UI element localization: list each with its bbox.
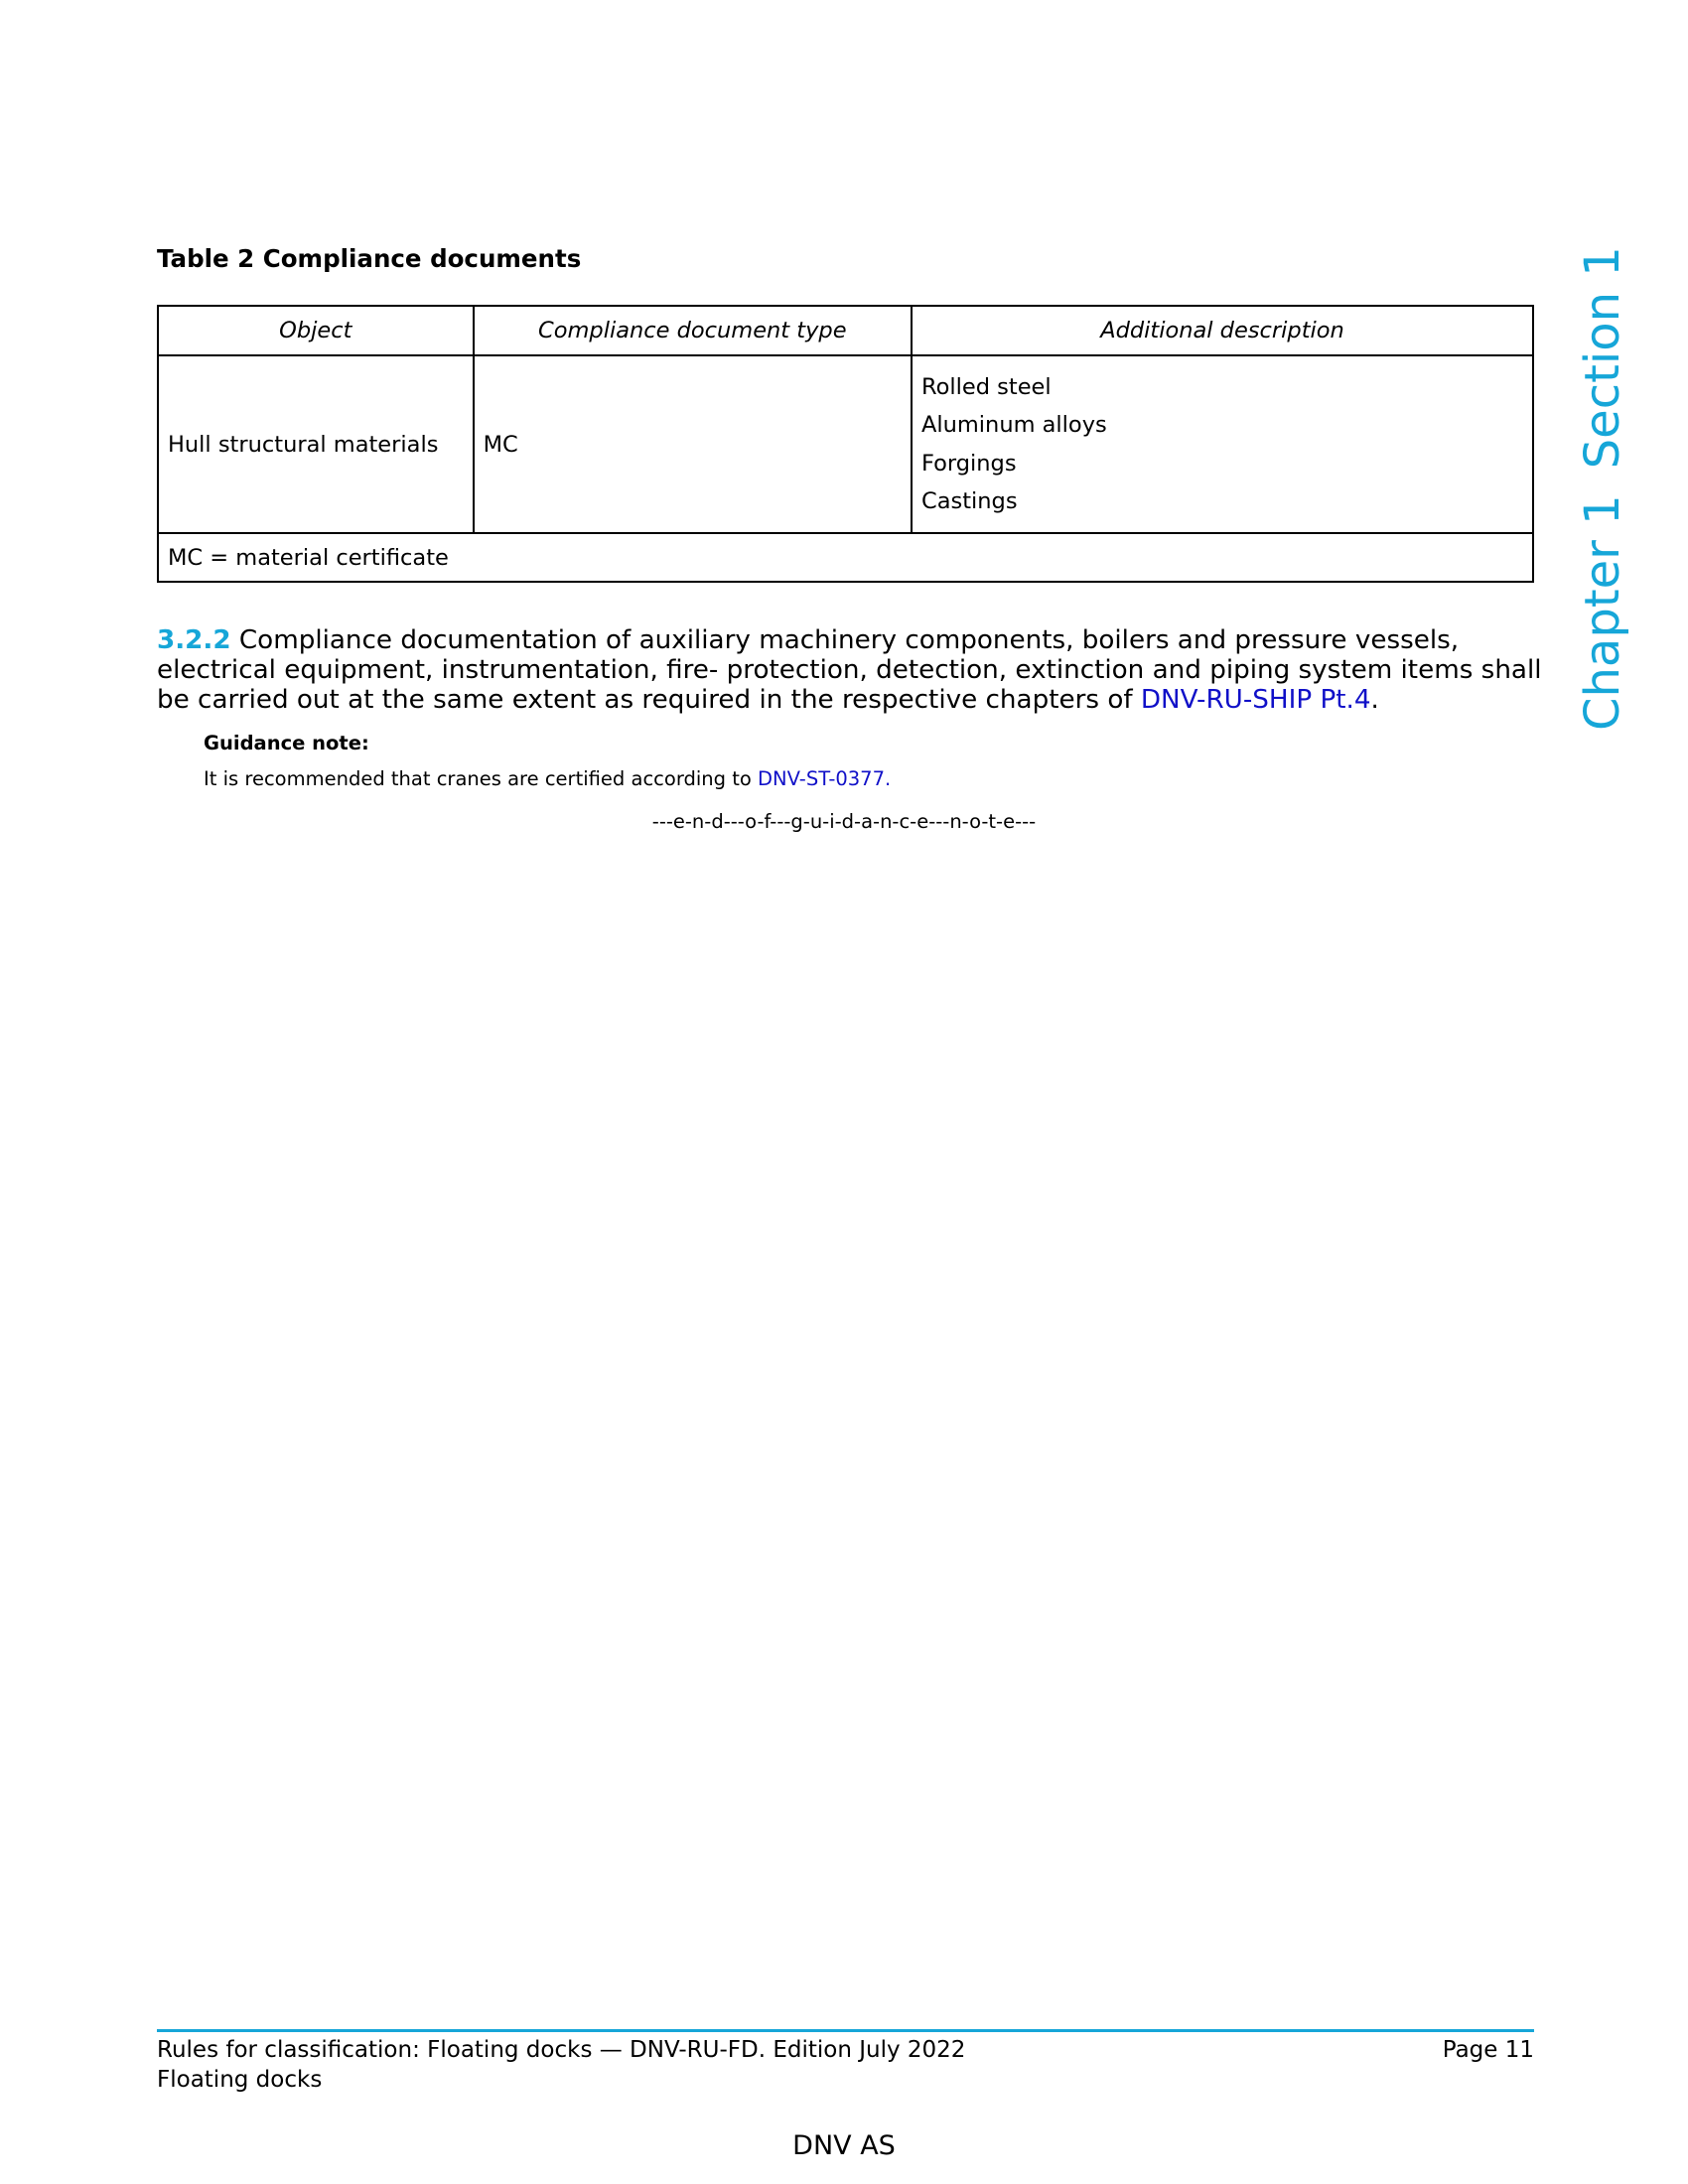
header-object: Object (158, 306, 474, 355)
description-item: Forgings (920, 450, 1017, 477)
table-row (158, 355, 1533, 533)
footer-line-1: Rules for classification: Floating docks — DNV-RU-FD. Edition July 2022 (157, 2037, 966, 2063)
page-number: Page 11 (1442, 2037, 1534, 2063)
cell-document-type: MC (474, 355, 912, 533)
description-item: Rolled steel (920, 373, 1052, 400)
header-additional-description: Additional description (912, 306, 1533, 355)
section-label: Section 1 (1575, 246, 1630, 470)
cell-object: Hull structural materials (158, 355, 474, 533)
paragraph-number: 3.2.2 (157, 625, 231, 655)
guidance-title: Guidance note: (204, 732, 369, 754)
guidance-end: . (885, 767, 892, 790)
dnv-st-0377-link[interactable]: DNV-ST-0377 (758, 767, 885, 790)
table-footnote: MC = material certificate (158, 533, 1533, 582)
guidance-note (204, 732, 892, 790)
dnv-ru-ship-link[interactable]: DNV-RU-SHIP Pt.4 (1140, 685, 1371, 715)
guidance-text: It is recommended that cranes are certified according to (204, 767, 758, 790)
paragraph-text: Compliance documentation of auxiliary machinery components, boilers and pressure vessels, electrical equipment, instrumentation, fire- protection, detection, extinction and piping system items shall be carried out at the same extent as required in the respective chapters of (157, 625, 1542, 715)
description-item: Castings (920, 488, 1018, 514)
footer-line-2: Floating docks (157, 2067, 323, 2093)
guidance-end-marker: ---e-n-d---o-f---g-u-i-d-a-n-c-e---n-o-t-e--- (651, 810, 1037, 833)
chapter-label: Chapter 1 (1575, 494, 1630, 731)
cell-additional-description (912, 355, 1533, 533)
footer-divider (157, 2029, 1534, 2032)
header-document-type: Compliance document type (474, 306, 912, 355)
table-title: Table 2 Compliance documents (157, 244, 582, 273)
compliance-documents-table (157, 305, 1534, 583)
footer-document-info (157, 2035, 965, 2095)
company-name: DNV AS (792, 2130, 896, 2161)
paragraph-end: . (1370, 685, 1379, 715)
chapter-section-label (1575, 246, 1630, 731)
table-footnote-row (158, 533, 1533, 582)
table-header-row (158, 306, 1533, 355)
guidance-text-line (204, 767, 891, 790)
paragraph-3-2-2 (157, 625, 1542, 715)
description-item: Aluminum alloys (920, 412, 1107, 438)
